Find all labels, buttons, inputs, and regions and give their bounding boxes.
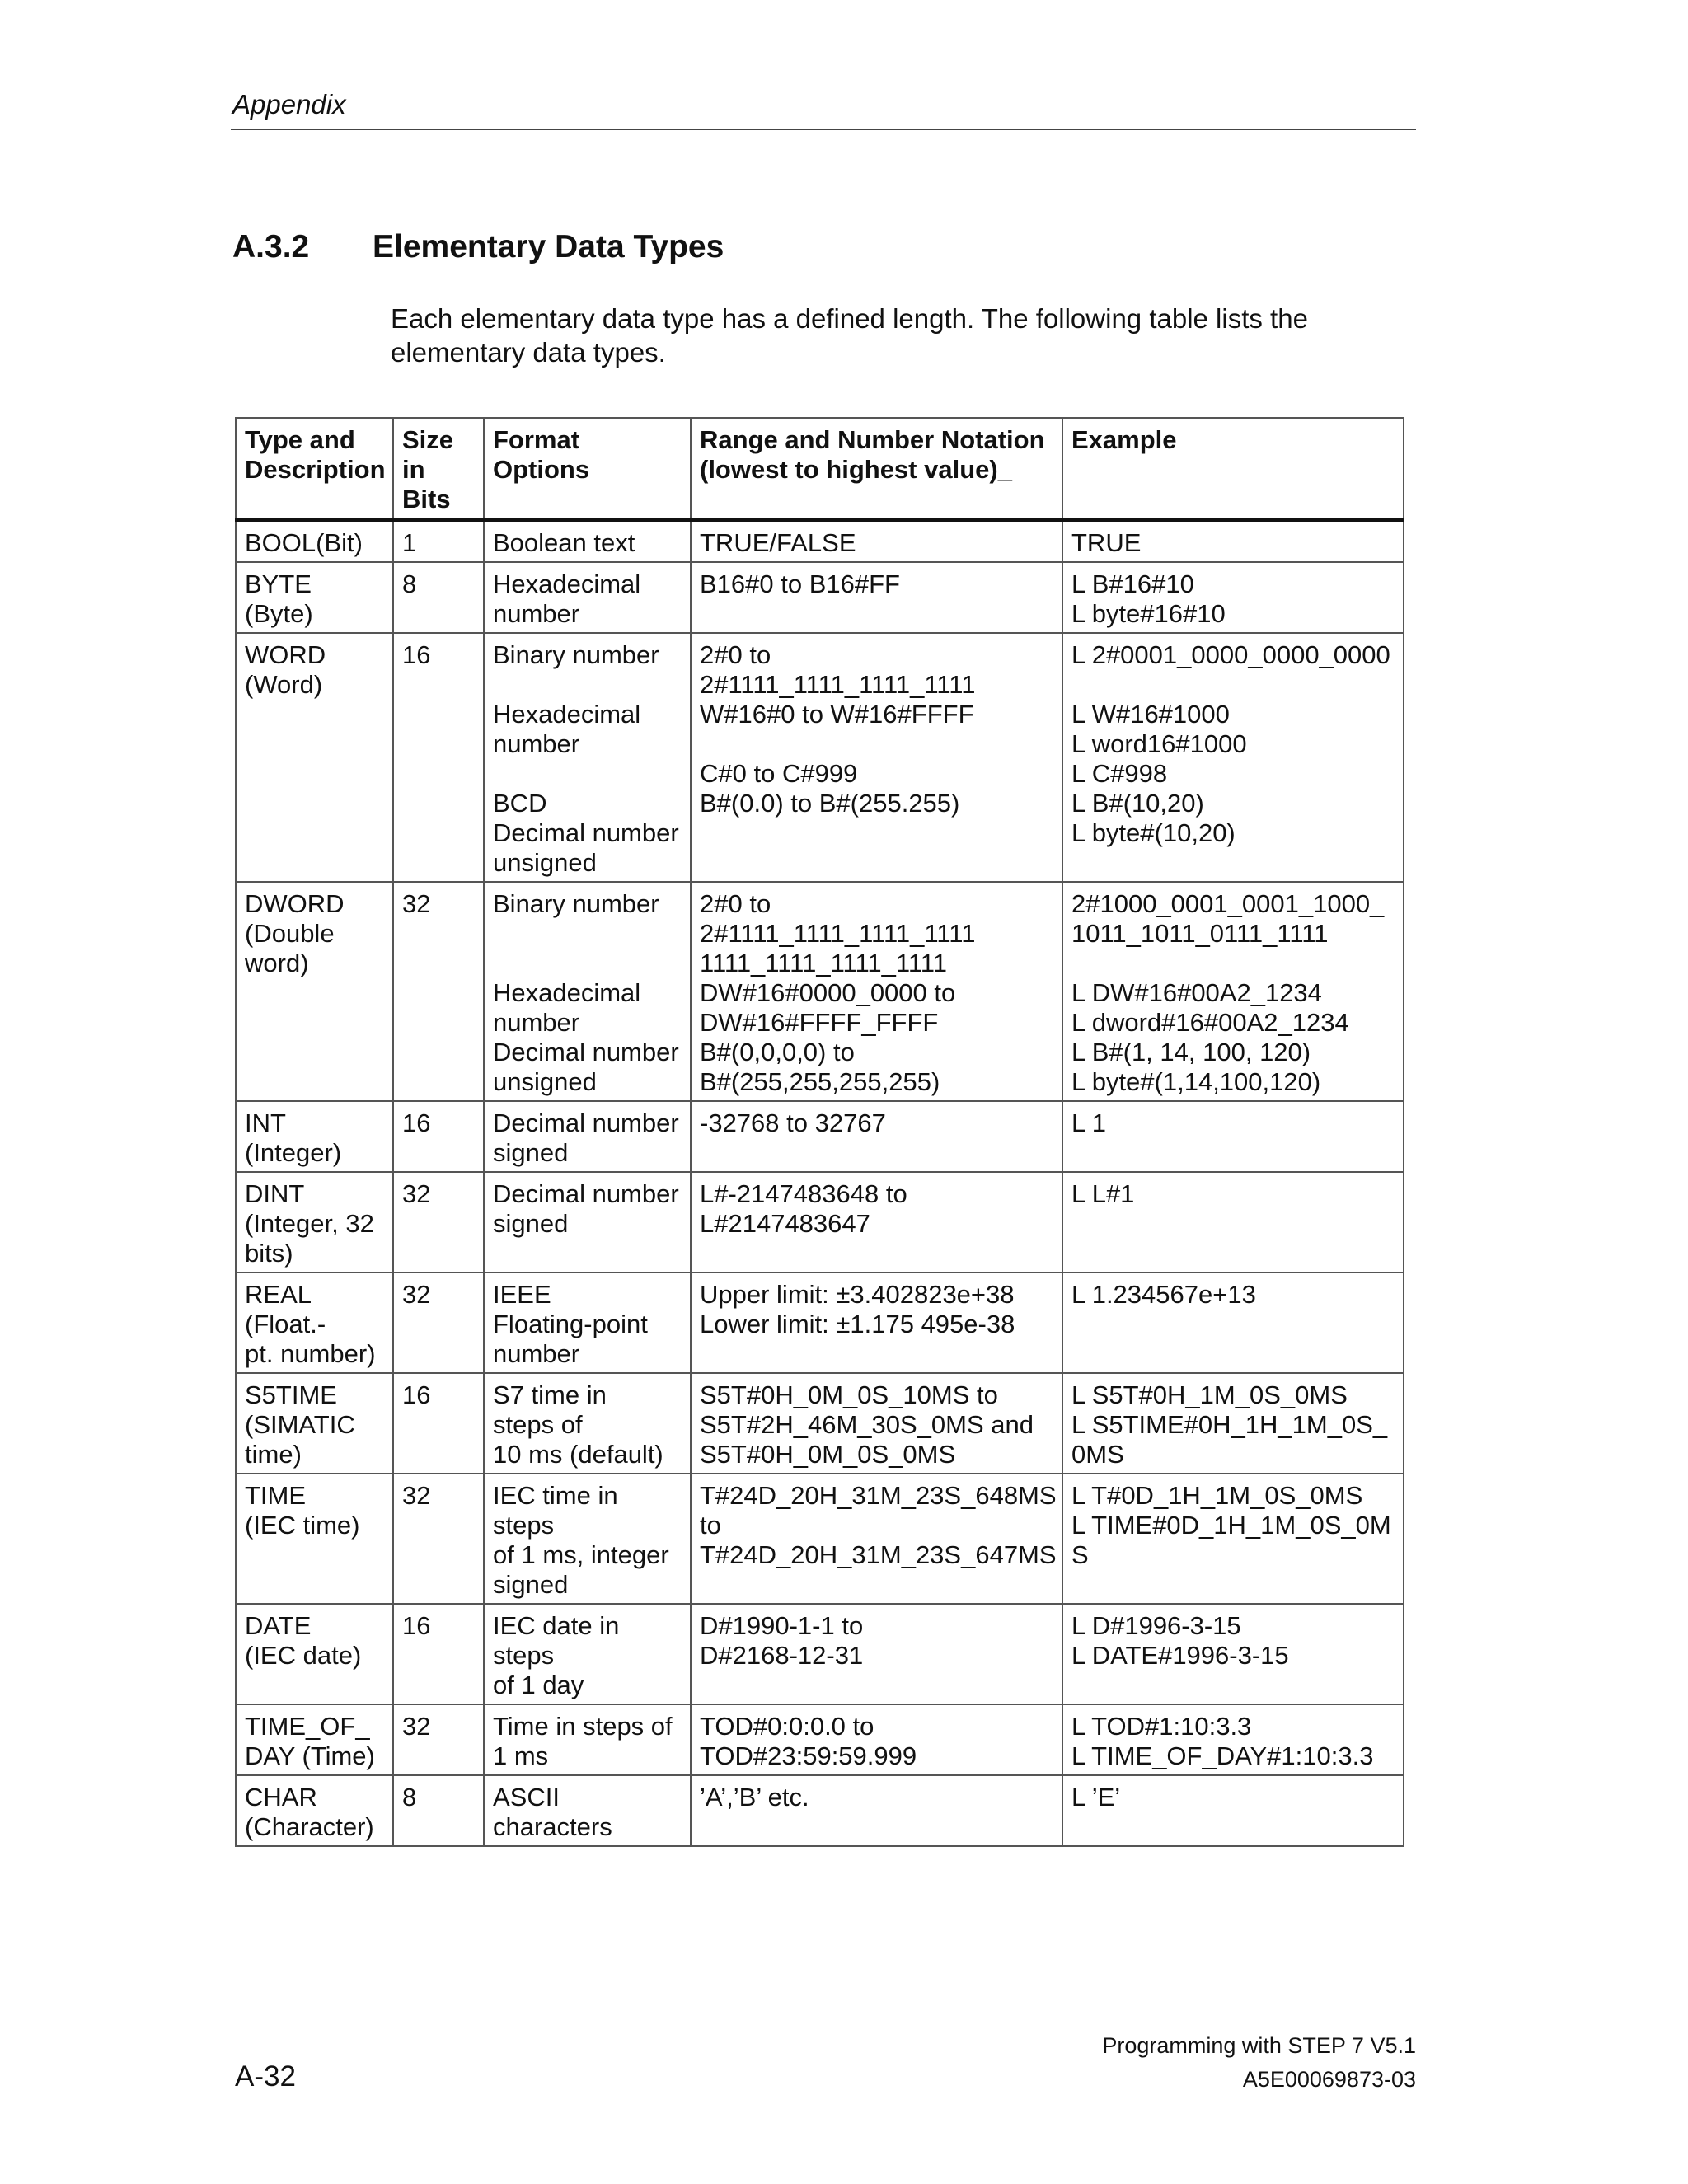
cell-line: (IEC time) <box>245 1511 360 1540</box>
cell-line: 2#1111_1111_1111_1111 <box>700 670 976 699</box>
range-cell <box>691 562 1062 633</box>
cell-line: INT <box>245 1108 286 1137</box>
cell-line: number <box>493 599 580 628</box>
cell-line: 16 <box>402 1108 431 1137</box>
cell-line: signed <box>493 1209 569 1238</box>
cell-line: 8 <box>402 1783 417 1811</box>
header-line: Description <box>245 455 386 484</box>
footer-book-title: Programming with STEP 7 V5.1 <box>1102 2033 1416 2058</box>
cell-line: L B#(10,20) <box>1071 789 1204 818</box>
cell-line: time) <box>245 1440 302 1469</box>
header-line: Format Options <box>493 425 590 484</box>
header-line: in <box>402 455 425 484</box>
cell-line: L ’E’ <box>1071 1783 1121 1811</box>
cell-line: (Character) <box>245 1812 374 1841</box>
table-row <box>236 1172 1404 1272</box>
size-cell <box>393 562 484 633</box>
cell-line: steps of <box>493 1410 583 1439</box>
cell-line: Lower limit: ±1.175 495e-38 <box>700 1310 1015 1338</box>
cell-line: WORD <box>245 640 326 669</box>
section-number: A.3.2 <box>232 229 310 265</box>
size-cell <box>393 633 484 882</box>
cell-line: 32 <box>402 1712 431 1741</box>
cell-line: T#24D_20H_31M_23S_647MS <box>700 1540 1057 1569</box>
cell-line: Upper limit: ±3.402823e+38 <box>700 1280 1015 1309</box>
intro-paragraph: Each elementary data type has a defined length. The following table lists the elementary data types. <box>391 303 1308 368</box>
cell-line: DATE <box>245 1611 312 1640</box>
table-header-row <box>236 418 1404 520</box>
type-cell <box>236 1373 393 1474</box>
cell-line: DW#16#FFFF_FFFF <box>700 1008 939 1037</box>
format-cell <box>484 520 691 563</box>
cell-line: to <box>700 1511 721 1540</box>
cell-line: CHAR <box>245 1783 317 1811</box>
cell-line: number <box>493 1008 580 1037</box>
table-row <box>236 1474 1404 1604</box>
table-row <box>236 1604 1404 1704</box>
cell-line: L TIME_OF_DAY#1:10:3.3 <box>1071 1741 1374 1770</box>
cell-line: S <box>1071 1540 1089 1569</box>
cell-line: B#(255,255,255,255) <box>700 1067 940 1096</box>
cell-line: L TOD#1:10:3.3 <box>1071 1712 1252 1741</box>
cell-line: L 1 <box>1071 1108 1106 1137</box>
range-cell <box>691 882 1062 1101</box>
cell-line: (Integer, 32 <box>245 1209 374 1238</box>
cell-line: L byte#(1,14,100,120) <box>1071 1067 1321 1096</box>
cell-line: TOD#0:0:0.0 to <box>700 1712 874 1741</box>
example-cell <box>1062 1101 1404 1172</box>
format-cell <box>484 1101 691 1172</box>
cell-line: BCD <box>493 789 547 818</box>
cell-line: signed <box>493 1570 569 1599</box>
cell-line: S5T#2H_46M_30S_0MS and <box>700 1410 1034 1439</box>
cell-line: 32 <box>402 1179 431 1208</box>
cell-line: 2#1000_0001_0001_1000_ <box>1071 889 1385 918</box>
table-body <box>236 520 1404 1847</box>
cell-line: -32768 to 32767 <box>700 1108 886 1137</box>
cell-line: BYTE <box>245 569 312 598</box>
cell-line: TOD#23:59:59.999 <box>700 1741 917 1770</box>
cell-line: L 1.234567e+13 <box>1071 1280 1256 1309</box>
cell-line: IEC date in steps <box>493 1611 620 1670</box>
header-example <box>1062 418 1404 520</box>
type-cell <box>236 1101 393 1172</box>
cell-line: L DATE#1996-3-15 <box>1071 1641 1289 1670</box>
table-row <box>236 1101 1404 1172</box>
table-row <box>236 1373 1404 1474</box>
cell-line: 1 <box>402 528 417 557</box>
cell-line: 2#0 to <box>700 640 771 669</box>
cell-line: DWORD <box>245 889 345 918</box>
cell-line: DINT <box>245 1179 305 1208</box>
example-cell <box>1062 882 1404 1101</box>
size-cell <box>393 882 484 1101</box>
cell-line: 0MS <box>1071 1440 1124 1469</box>
cell-line: Binary number <box>493 889 659 918</box>
header-format <box>484 418 691 520</box>
cell-line: D#2168-12-31 <box>700 1641 864 1670</box>
cell-line: (SIMATIC <box>245 1410 355 1439</box>
cell-line: L 2#0001_0000_0000_0000 <box>1071 640 1390 669</box>
range-cell <box>691 1101 1062 1172</box>
format-cell <box>484 562 691 633</box>
footer-doc-code: A5E00069873-03 <box>1242 2067 1416 2092</box>
cell-line: S5T#0H_0M_0S_10MS to <box>700 1380 998 1409</box>
cell-line: Decimal number <box>493 1038 679 1066</box>
header-line: Bits <box>402 485 451 513</box>
example-cell <box>1062 562 1404 633</box>
header-type <box>236 418 393 520</box>
range-cell <box>691 1172 1062 1272</box>
cell-line: BOOL(Bit) <box>245 528 363 557</box>
cell-line: L B#16#10 <box>1071 569 1194 598</box>
table-row <box>236 1272 1404 1373</box>
format-cell <box>484 1704 691 1775</box>
table-row <box>236 633 1404 882</box>
cell-line: ’A’,’B’ etc. <box>700 1783 809 1811</box>
cell-line: pt. number) <box>245 1339 376 1368</box>
range-cell <box>691 1775 1062 1846</box>
cell-line: 8 <box>402 569 417 598</box>
cell-line: (Byte) <box>245 599 313 628</box>
cell-line: Hexadecimal <box>493 978 641 1007</box>
cell-line: L word16#1000 <box>1071 729 1247 758</box>
cell-line: Boolean text <box>493 528 635 557</box>
cell-line: L byte#(10,20) <box>1071 818 1236 847</box>
cell-line: TIME_OF_ <box>245 1712 370 1741</box>
cell-line: L dword#16#00A2_1234 <box>1071 1008 1349 1037</box>
cell-line <box>1071 670 1395 700</box>
cell-line: L byte#16#10 <box>1071 599 1226 628</box>
cell-line: 2#1111_1111_1111_1111 <box>700 919 976 948</box>
table-row <box>236 520 1404 563</box>
cell-line: Hexadecimal <box>493 569 641 598</box>
cell-line: 16 <box>402 1611 431 1640</box>
cell-line: 1 ms <box>493 1741 549 1770</box>
size-cell <box>393 1474 484 1604</box>
size-cell <box>393 1272 484 1373</box>
cell-line: IEEE <box>493 1280 551 1309</box>
example-cell <box>1062 1172 1404 1272</box>
type-cell <box>236 882 393 1101</box>
header-line: Range and Number Notation <box>700 425 1045 454</box>
cell-line: S7 time in <box>493 1380 607 1409</box>
cell-line: 2#0 to <box>700 889 771 918</box>
format-cell <box>484 882 691 1101</box>
cell-line: Binary number <box>493 640 659 669</box>
cell-line: of 1 day <box>493 1671 584 1699</box>
table-row <box>236 1704 1404 1775</box>
cell-line: Hexadecimal <box>493 700 641 729</box>
cell-line: 16 <box>402 640 431 669</box>
table-row <box>236 882 1404 1101</box>
cell-line: W#16#0 to W#16#FFFF <box>700 700 974 729</box>
cell-line: (Float.- <box>245 1310 326 1338</box>
cell-line: DAY (Time) <box>245 1741 375 1770</box>
cell-line <box>493 670 682 700</box>
size-cell <box>393 1172 484 1272</box>
size-cell <box>393 1373 484 1474</box>
range-cell <box>691 633 1062 882</box>
range-cell <box>691 1474 1062 1604</box>
cell-line: ASCII characters <box>493 1783 612 1841</box>
cell-line: L S5TIME#0H_1H_1M_0S_ <box>1071 1410 1388 1439</box>
cell-line: bits) <box>245 1239 293 1268</box>
cell-line: 1011_1011_0111_1111 <box>1071 919 1329 948</box>
cell-line: L W#16#1000 <box>1071 700 1230 729</box>
type-cell <box>236 1604 393 1704</box>
cell-line: 16 <box>402 1380 431 1409</box>
example-cell <box>1062 1373 1404 1474</box>
cell-line: Decimal number <box>493 818 679 847</box>
type-cell <box>236 1775 393 1846</box>
size-cell <box>393 1604 484 1704</box>
data-types-table <box>235 417 1404 1847</box>
header-line: Type and <box>245 425 355 454</box>
format-cell <box>484 1172 691 1272</box>
running-header: Appendix <box>232 89 346 120</box>
cell-line: L DW#16#00A2_1234 <box>1071 978 1322 1007</box>
type-cell <box>236 1704 393 1775</box>
cell-line: 32 <box>402 1280 431 1309</box>
format-cell <box>484 1775 691 1846</box>
format-cell <box>484 1373 691 1474</box>
cell-line: D#1990-1-1 to <box>700 1611 864 1640</box>
cell-line: L TIME#0D_1H_1M_0S_0M <box>1071 1511 1391 1540</box>
type-cell <box>236 562 393 633</box>
table-row <box>236 1775 1404 1846</box>
cell-line: (IEC date) <box>245 1641 362 1670</box>
size-cell <box>393 1704 484 1775</box>
format-cell <box>484 1272 691 1373</box>
cell-line: 10 ms (default) <box>493 1440 663 1469</box>
range-cell <box>691 1272 1062 1373</box>
cell-line: T#24D_20H_31M_23S_648MS <box>700 1481 1057 1510</box>
type-cell <box>236 1172 393 1272</box>
cell-line: 32 <box>402 889 431 918</box>
cell-line: signed <box>493 1138 569 1167</box>
cell-line: L#-2147483648 to <box>700 1179 907 1208</box>
type-cell <box>236 1272 393 1373</box>
example-cell <box>1062 1474 1404 1604</box>
cell-line: 32 <box>402 1481 431 1510</box>
cell-line: Floating-point <box>493 1310 648 1338</box>
cell-line: DW#16#0000_0000 to <box>700 978 956 1007</box>
cell-line: TRUE <box>1071 528 1142 557</box>
example-cell <box>1062 520 1404 563</box>
header-line: (lowest to highest value)_ <box>700 455 1012 484</box>
header-range <box>691 418 1062 520</box>
cell-line: unsigned <box>493 848 597 877</box>
header-size <box>393 418 484 520</box>
cell-line: of 1 ms, integer <box>493 1540 669 1569</box>
cell-line: B#(0.0) to B#(255.255) <box>700 789 960 818</box>
cell-line <box>700 729 1053 759</box>
cell-line: L D#1996-3-15 <box>1071 1611 1241 1640</box>
header-rule <box>231 129 1416 130</box>
cell-line: unsigned <box>493 1067 597 1096</box>
format-cell <box>484 1604 691 1704</box>
example-cell <box>1062 1604 1404 1704</box>
example-cell <box>1062 633 1404 882</box>
cell-line: L#2147483647 <box>700 1209 870 1238</box>
cell-line: S5T#0H_0M_0S_0MS <box>700 1440 956 1469</box>
page-number: A-32 <box>235 2060 296 2093</box>
cell-line <box>1071 949 1395 978</box>
cell-line: TIME <box>245 1481 307 1510</box>
cell-line <box>493 759 682 789</box>
cell-line: word) <box>245 949 309 977</box>
cell-line: Decimal number <box>493 1108 679 1137</box>
cell-line: number <box>493 1339 580 1368</box>
size-cell <box>393 520 484 563</box>
cell-line: L S5T#0H_1M_0S_0MS <box>1071 1380 1348 1409</box>
size-cell <box>393 1101 484 1172</box>
cell-line <box>493 919 682 949</box>
cell-line: 1111_1111_1111_1111 <box>700 949 947 977</box>
format-cell <box>484 1474 691 1604</box>
type-cell <box>236 633 393 882</box>
cell-line: L L#1 <box>1071 1179 1135 1208</box>
type-cell <box>236 520 393 563</box>
range-cell <box>691 520 1062 563</box>
cell-line: REAL <box>245 1280 312 1309</box>
cell-line: TRUE/FALSE <box>700 528 856 557</box>
cell-line: C#0 to C#999 <box>700 759 858 788</box>
example-cell <box>1062 1272 1404 1373</box>
example-cell <box>1062 1775 1404 1846</box>
section-title: Elementary Data Types <box>373 229 724 265</box>
cell-line: L B#(1, 14, 100, 120) <box>1071 1038 1311 1066</box>
cell-line: L T#0D_1H_1M_0S_0MS <box>1071 1481 1363 1510</box>
range-cell <box>691 1704 1062 1775</box>
cell-line: (Word) <box>245 670 323 699</box>
section-heading <box>232 229 724 265</box>
table-row <box>236 562 1404 633</box>
range-cell <box>691 1604 1062 1704</box>
format-cell <box>484 633 691 882</box>
cell-line: L C#998 <box>1071 759 1168 788</box>
cell-line: S5TIME <box>245 1380 337 1409</box>
cell-line: IEC time in steps <box>493 1481 618 1540</box>
cell-line <box>493 949 682 978</box>
cell-line: Time in steps of <box>493 1712 673 1741</box>
cell-line: (Double <box>245 919 335 948</box>
cell-line: B16#0 to B16#FF <box>700 569 900 598</box>
type-cell <box>236 1474 393 1604</box>
cell-line: number <box>493 729 580 758</box>
cell-line: B#(0,0,0,0) to <box>700 1038 855 1066</box>
cell-line: Decimal number <box>493 1179 679 1208</box>
range-cell <box>691 1373 1062 1474</box>
cell-line: (Integer) <box>245 1138 342 1167</box>
header-line: Example <box>1071 425 1177 454</box>
header-line: Size <box>402 425 454 454</box>
size-cell <box>393 1775 484 1846</box>
example-cell <box>1062 1704 1404 1775</box>
